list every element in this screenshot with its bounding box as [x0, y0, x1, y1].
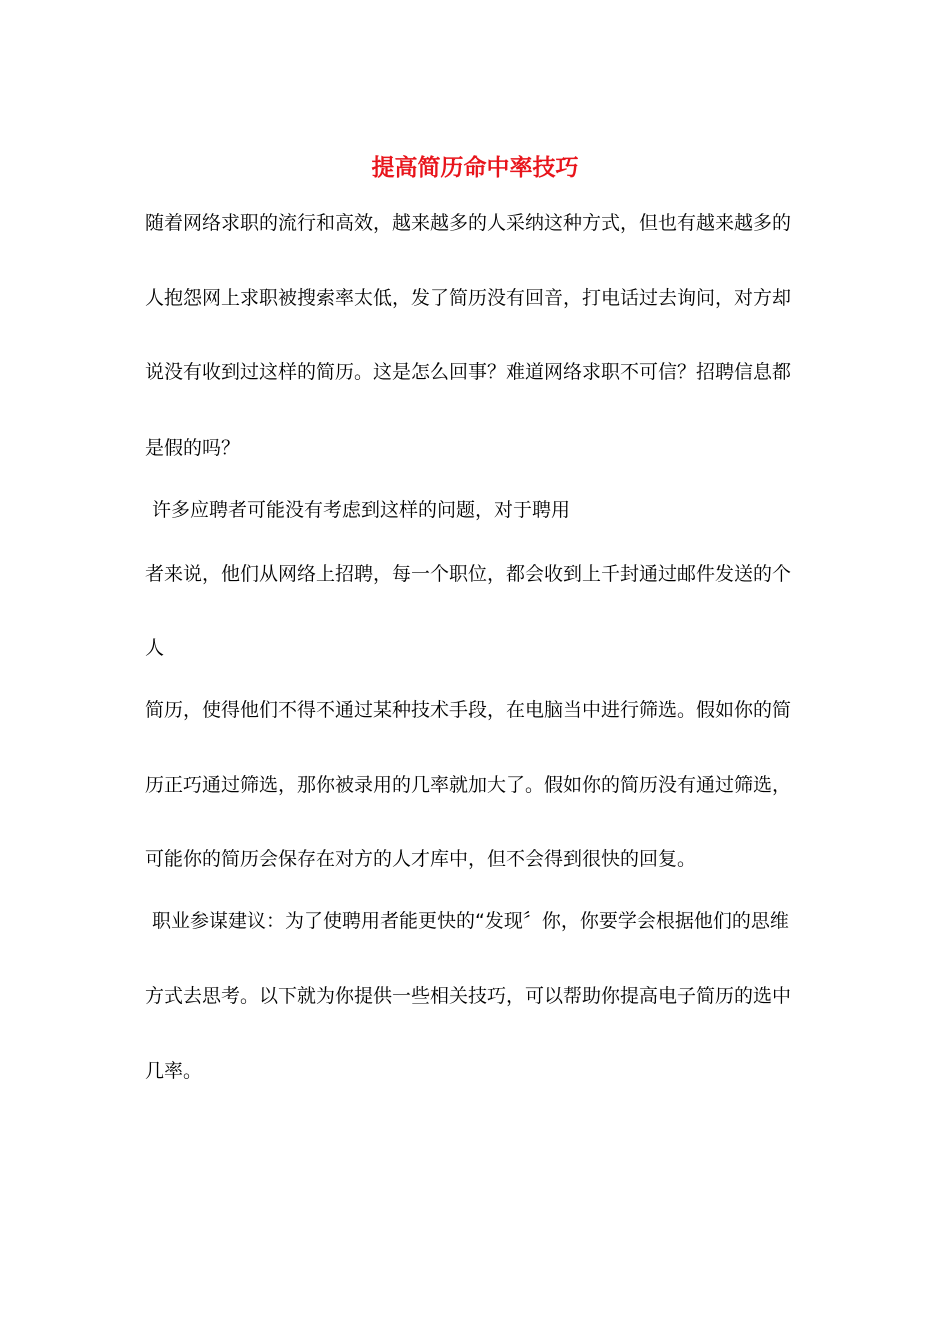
paragraph-line: 者来说，他们从网络上招聘，每一个职位，都会收到上千封通过邮件发送的个 [145, 563, 792, 585]
paragraph-line: 历正巧通过筛选，那你被录用的几率就加大了。假如你的简历没有通过筛选， [145, 774, 792, 796]
paragraph-line: 许多应聘者可能没有考虑到这样的问题，对于聘用 [152, 499, 571, 521]
paragraph-line: 职业参谋建议：为了使聘用者能更快的“发现〞你，你要学会根据他们的思维 [152, 910, 789, 932]
paragraph-line: 是假的吗？ [145, 437, 241, 459]
paragraph-line: 方式去思考。以下就为你提供一些相关技巧，可以帮助你提高电子简历的选中 [145, 985, 792, 1007]
paragraph-line: 随着网络求职的流行和高效，越来越多的人采纳这种方式，但也有越来越多的 [145, 212, 792, 234]
paragraph-line: 说没有收到过这样的简历。这是怎么回事？难道网络求职不可信？招聘信息都 [145, 361, 792, 383]
paragraph-line: 几率。 [145, 1060, 203, 1082]
paragraph-line: 简历，使得他们不得不通过某种技术手段，在电脑当中进行筛选。假如你的简 [145, 699, 792, 721]
paragraph-line: 人 [145, 637, 165, 659]
paragraph-line: 可能你的简历会保存在对方的人才库中，但不会得到很快的回复。 [145, 848, 697, 870]
paragraph-line: 人抱怨网上求职被搜索率太低，发了简历没有回音，打电话过去询问，对方却 [145, 287, 792, 309]
document-title: 提高简历命中率技巧 [371, 154, 579, 181]
